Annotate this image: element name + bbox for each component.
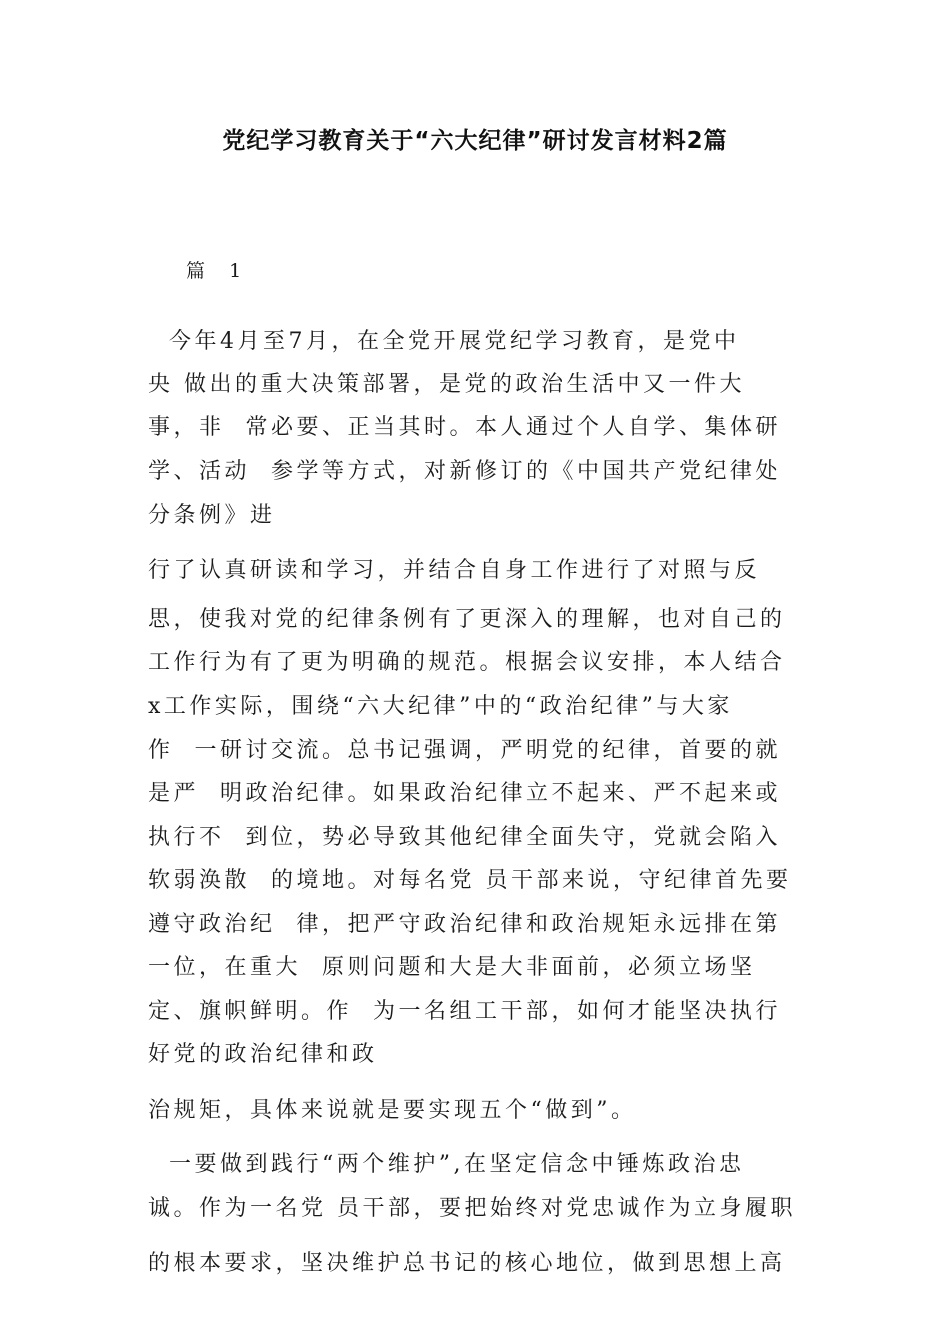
- body-line-9: x工作实际，围绕“六大纪律”中的“政治纪律”与大家: [148, 694, 733, 719]
- body-line-5: 分条例》进: [148, 503, 276, 528]
- section-label: 篇 1: [186, 260, 246, 282]
- body-line-18: 治规矩，具体来说就是要实现五个“做到”。: [148, 1098, 637, 1123]
- body-line-21: 的根本要求，坚决维护总书记的核心地位，做到思想上高: [148, 1251, 786, 1276]
- body-line-20: 诚。作为一名党 员干部，要把始终对党忠诚作为立身履职: [148, 1196, 796, 1221]
- body-line-17: 好党的政治纪律和政: [148, 1042, 378, 1067]
- body-line-7: 思，使我对党的纪律条例有了更深入的理解，也对自己的: [148, 607, 786, 632]
- body-line-2: 央 做出的重大决策部署，是党的政治生活中又一件大: [148, 372, 745, 397]
- body-line-8: 工作行为有了更为明确的规范。根据会议安排，本人结合: [148, 650, 786, 675]
- body-line-19: 一要做到践行“两个维护”,在坚定信念中锤炼政治忠: [148, 1152, 745, 1177]
- document-title: 党纪学习教育关于“六大纪律”研讨发言材料2篇: [222, 128, 728, 154]
- body-line-11: 是严 明政治纪律。如果政治纪律立不起来、严不起来或: [148, 781, 781, 806]
- body-line-4: 学、活动 参学等方式，对新修订的《中国共产党纪律处: [148, 459, 781, 484]
- body-line-15: 一位，在重大 原则问题和大是大非面前，必须立场坚: [148, 955, 756, 980]
- body-line-10: 作 一研讨交流。总书记强调，严明党的纪律，首要的就: [148, 738, 781, 763]
- body-line-6: 行了认真研读和学习，并结合自身工作进行了对照与反: [148, 558, 761, 583]
- body-line-12: 执行不 到位，势必导致其他纪律全面失守，党就会陷入: [148, 825, 781, 850]
- body-line-14: 遵守政治纪 律，把严守政治纪律和政治规矩永远排在第: [148, 912, 781, 937]
- body-line-1: 今年4月至7月，在全党开展党纪学习教育，是党中: [148, 329, 740, 354]
- body-line-3: 事，非 常必要、正当其时。本人通过个人自学、集体研: [148, 415, 781, 440]
- body-line-13: 软弱涣散 的境地。对每名党 员干部来说，守纪律首先要: [148, 868, 792, 893]
- body-line-16: 定、旗帜鲜明。作 为一名组工干部，如何才能坚决执行: [148, 999, 781, 1024]
